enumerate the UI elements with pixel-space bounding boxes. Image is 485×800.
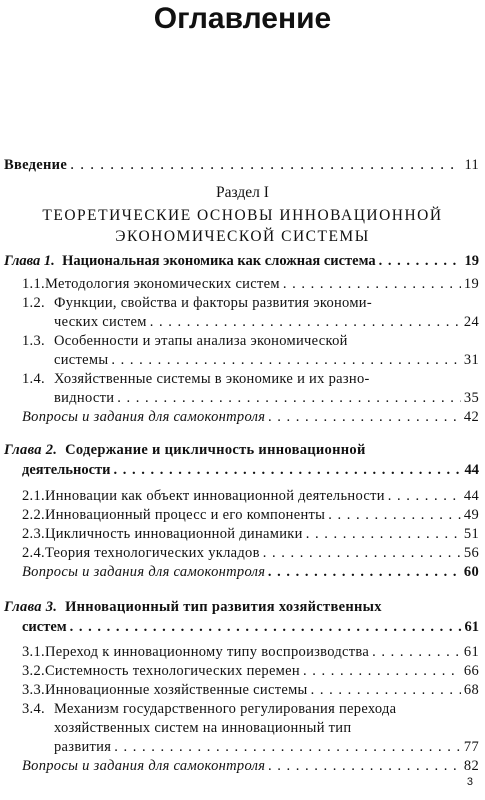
item-number: 1.1. [22,276,45,292]
item-title: Инновационные хозяйственные системы [44,682,308,698]
toc-chapter-2-line2[interactable] [22,462,479,479]
item-title: Переход к инновационному типу воспроизводства [44,644,370,660]
item-page: 31 [463,352,479,368]
dot-leader [268,409,461,426]
questions-page: 60 [463,564,479,580]
questions-page: 82 [463,758,479,774]
dot-leader [388,488,461,505]
questions-label: Вопросы и задания для самоконтроля [22,564,266,580]
item-number: 1.2. [22,295,45,311]
toc-item-1-2-line2[interactable] [54,314,479,331]
item-title: Хозяйственные системы в экономике и их разно- [54,371,370,387]
item-page: 77 [463,739,479,755]
page-title: Оглавление [153,2,332,35]
item-title: Функции, свойства и факторы развития экономи- [54,295,372,311]
dot-leader [283,276,461,293]
dot-leader [150,314,461,331]
chapter-title: Инновационный тип развития хозяйственных [65,599,382,615]
item-title-cont: видности [54,390,115,406]
toc-chapter-3-line1[interactable] [4,599,382,616]
toc-item-3-4-line1[interactable] [22,701,396,718]
toc-item-1-4-line2[interactable] [54,390,479,407]
toc-item-2-4[interactable] [22,545,479,562]
chapter-page: 61 [464,619,479,635]
page-number: 3 [466,776,473,788]
item-page: 66 [463,663,479,679]
toc-item-3-2[interactable] [22,663,479,680]
chapter-page: 19 [464,253,479,269]
item-page: 35 [463,390,479,406]
dot-leader [328,507,461,524]
item-page: 61 [463,644,479,660]
toc-questions-1[interactable] [22,409,479,426]
questions-label: Вопросы и задания для самоконтроля [22,409,266,425]
item-number: 1.3. [22,333,45,349]
toc-entry-page: 11 [464,157,479,173]
toc-questions-2[interactable] [22,564,479,581]
toc-item-3-4-line2[interactable] [54,720,351,737]
item-title: Особенности и этапы анализа экономической [54,333,348,349]
item-number: 3.2. [22,663,45,679]
dot-leader [263,545,461,562]
item-title-cont: развития [54,739,112,755]
item-page: 51 [463,526,479,542]
dot-leader [114,739,461,756]
dot-leader [114,462,462,479]
item-page: 19 [463,276,479,292]
dot-leader [117,390,461,407]
chapter-title: Национальная экономика как сложная система [62,253,376,269]
toc-item-1-1[interactable] [22,276,479,293]
item-page: 24 [463,314,479,330]
dot-leader [311,682,461,699]
item-title-cont: хозяйственных систем на инновационный тип [54,720,352,736]
item-page: 68 [463,682,479,698]
item-title: Системность технологических перемен [44,663,300,679]
item-number: 2.2. [22,507,45,523]
dot-leader [268,564,461,581]
chapter-page: 44 [464,462,479,478]
item-title: Цикличность инновационной динамики [44,526,303,542]
dot-leader [70,619,462,636]
item-title-cont: ческих систем [54,314,147,330]
item-number: 1.4. [22,371,45,387]
section-title-line2: ЭКОНОМИЧЕСКОЙ СИСТЕМЫ [115,228,370,245]
toc-item-1-2-line1[interactable] [22,295,372,312]
item-number: 2.3. [22,526,45,542]
toc-chapter-3-line2[interactable] [22,619,479,636]
toc-item-3-4-line3[interactable] [54,739,479,756]
toc-questions-3[interactable] [22,758,479,775]
dot-leader [306,526,461,543]
toc-item-3-3[interactable] [22,682,479,699]
item-page: 44 [463,488,479,504]
chapter-label: Глава 1. [4,253,55,269]
item-page: 49 [463,507,479,523]
chapter-label: Глава 2. [4,442,58,458]
chapter-title: Содержание и цикличность инновационной [65,442,366,458]
chapter-label: Глава 3. [4,599,58,615]
dot-leader [111,352,460,369]
dot-leader [268,758,461,775]
questions-label: Вопросы и задания для самоконтроля [22,758,266,774]
dot-leader [303,663,461,680]
item-title: Методология экономических систем [44,276,280,292]
toc-item-1-3-line2[interactable] [54,352,479,369]
item-number: 2.1. [22,488,45,504]
toc-item-2-1[interactable] [22,488,479,505]
toc-item-1-4-line1[interactable] [22,371,370,388]
item-number: 2.4. [22,545,45,561]
item-page: 56 [463,545,479,561]
toc-entry-intro[interactable] [4,156,479,174]
toc-item-3-1[interactable] [22,644,479,661]
dot-leader [372,644,461,661]
item-title: Инновационный процесс и его компоненты [44,507,326,523]
item-number: 3.1. [22,644,45,660]
section-label: Раздел I [216,184,269,201]
section-title-line1: ТЕОРЕТИЧЕСКИЕ ОСНОВЫ ИННОВАЦИОННОЙ [42,207,443,224]
dot-leader [379,253,462,270]
questions-page: 42 [463,409,479,425]
item-title: Теория технологических укладов [44,545,260,561]
item-title-cont: системы [54,352,109,368]
toc-item-2-2[interactable] [22,507,479,524]
chapter-title-cont: деятельности [22,462,111,478]
toc-chapter-2-line1[interactable] [4,442,366,459]
toc-item-2-3[interactable] [22,526,479,543]
item-number: 3.3. [22,682,45,698]
toc-item-1-3-line1[interactable] [22,333,348,350]
item-title: Инновации как объект инновационной деятельности [44,488,385,504]
item-title: Механизм государственного регулирования перехода [54,701,397,717]
toc-chapter-1[interactable] [4,253,479,270]
dot-leader [70,156,461,174]
item-number: 3.4. [22,701,45,717]
toc-entry-label: Введение [4,157,68,173]
chapter-title-cont: систем [22,619,67,635]
